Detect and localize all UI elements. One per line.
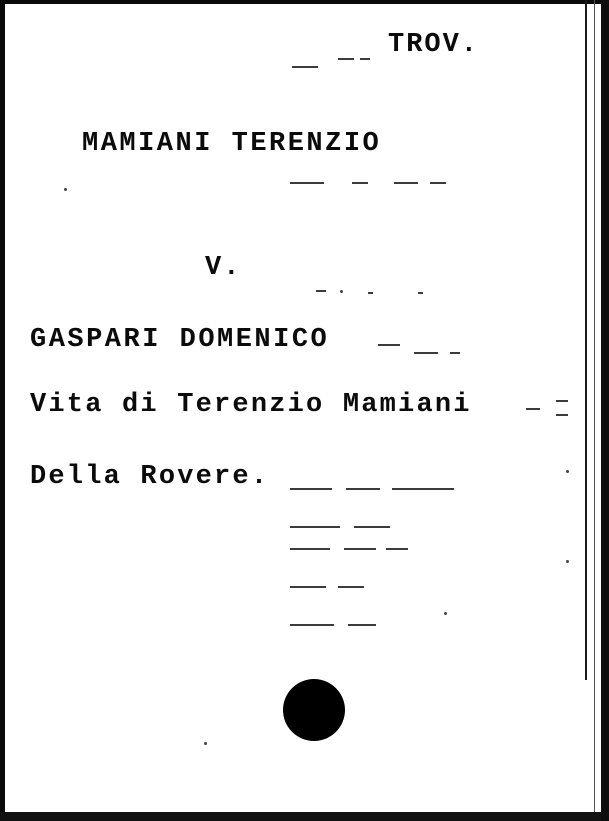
artifact-dash <box>526 408 540 410</box>
artifact-dash <box>346 488 380 490</box>
card-edge-bottom <box>0 812 609 821</box>
artifact-dash <box>348 624 376 626</box>
artifact-dash <box>338 58 354 60</box>
artifact-dash <box>290 624 334 626</box>
artifact-dash <box>368 292 373 294</box>
artifact-dash <box>354 526 390 528</box>
artifact-dash <box>392 488 454 490</box>
ink-blot <box>283 679 345 741</box>
artifact-dash <box>292 66 318 68</box>
artifact-dash <box>290 182 324 184</box>
artifact-dash <box>430 182 446 184</box>
card-edge-left <box>0 0 5 821</box>
artifact-dash <box>290 548 330 550</box>
artifact-speck <box>566 560 569 563</box>
artifact-dash <box>290 526 340 528</box>
artifact-dash <box>290 586 326 588</box>
artifact-dash <box>378 344 400 346</box>
artifact-dash <box>352 182 368 184</box>
artifact-dash <box>450 352 460 354</box>
artifact-dash <box>338 586 364 588</box>
artifact-dash <box>290 488 332 490</box>
artifact-dash <box>414 352 438 354</box>
artifact-dash <box>386 548 408 550</box>
artifact-speck <box>444 612 447 615</box>
subject-heading: MAMIANI TERENZIO <box>82 129 382 159</box>
card-edge-right-inner <box>585 0 587 680</box>
title-line-2: Della Rovere. <box>30 462 270 492</box>
card-edge-top <box>0 0 609 4</box>
artifact-dash <box>360 58 370 60</box>
artifact-dash <box>344 548 376 550</box>
artifact-dash <box>556 414 568 416</box>
artifact-dash <box>394 182 418 184</box>
artifact-speck <box>566 470 569 473</box>
artifact-speck <box>204 742 207 745</box>
artifact-dash <box>316 290 326 292</box>
artifact-dash <box>556 400 568 402</box>
author-name: GASPARI DOMENICO <box>30 325 330 355</box>
artifact-speck <box>64 188 67 191</box>
see-reference-label: V. <box>205 253 242 283</box>
card-edge-right-outer <box>601 0 609 821</box>
card-edge-right-faint <box>594 0 595 812</box>
header-right-label: TROV. <box>388 30 480 60</box>
artifact-dash <box>418 292 423 294</box>
artifact-speck <box>340 290 343 293</box>
title-line-1: Vita di Terenzio Mamiani <box>30 390 472 420</box>
